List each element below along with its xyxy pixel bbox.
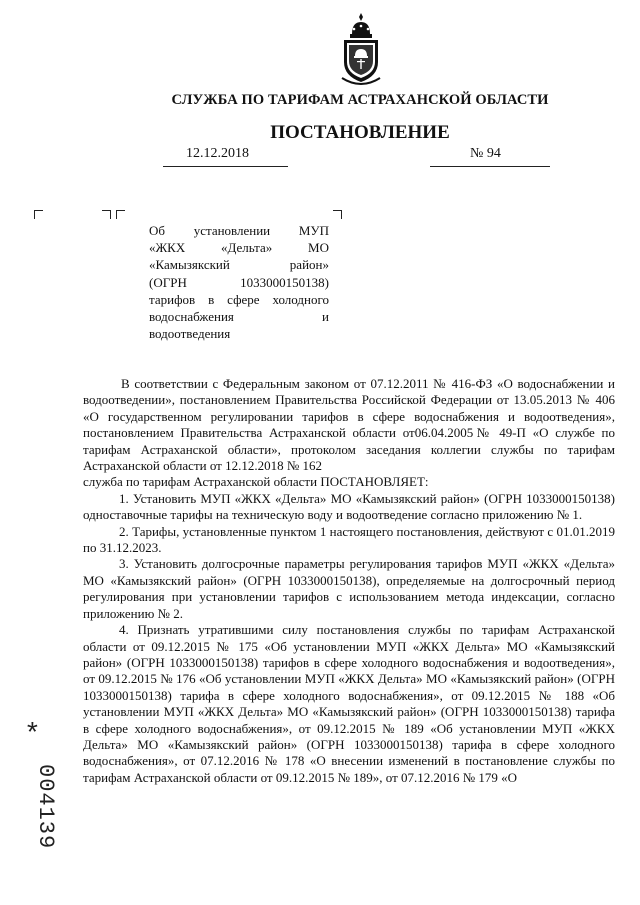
corner-bracket: [116, 210, 125, 219]
resolution-item-2: 2. Тарифы, установленные пунктом 1 настоящего постановления, действуют с 01.01.2019 по 31.12.2023.: [83, 523, 615, 556]
corner-bracket: [102, 210, 111, 219]
stamp-code: 004139: [33, 764, 58, 850]
subject-line: «Камызякский район»: [149, 257, 329, 273]
resolves-line: служба по тарифам Астраханской области ПОСТАНОВЛЯЕТ:: [83, 474, 429, 490]
document-date: 12.12.2018: [186, 146, 249, 161]
subject-line: (ОГРН 1033000150138): [149, 274, 329, 290]
subject-line: водоснабжения и: [149, 309, 329, 325]
resolution-item-3: 3. Установить долгосрочные параметры регулирования тарифов МУП «ЖКХ «Дельта» МО «Камызякский район» (ОГРН 1033000150138), определяемые на долгосрочный период регулирования при установлении тарифов с использованием метода индексации, согласно приложению № 2.: [83, 556, 615, 621]
preamble-paragraph: В соответствии с Федеральным законом от 07.12.2011 № 416-ФЗ «О водоснабжении и водоотведении», постановлением Правительства Российской Федерации от 13.05.2013 № 406 «О государственном регулировании тарифов в сфере водоснабжения и водоотведения», постановлением Правительства Астраханской области от06.04.2005№ 49-П «О службе по тарифам Астраханской области», протоколом заседания коллегии службы по тарифам Астраханской области от 12.12.2018 № 162: [83, 376, 615, 474]
stamp-star: *: [24, 720, 41, 751]
corner-bracket: [333, 210, 342, 219]
number-underline: [430, 166, 550, 167]
subject-line: «ЖКХ «Дельта» МО: [149, 240, 329, 256]
document-body: [83, 376, 615, 786]
coat-of-arms-icon: [338, 12, 384, 86]
resolution-item-1: 1. Установить МУП «ЖКХ «Дельта» МО «Камызякский район» (ОГРН 1033000150138) одноставочные тарифы на техническую воду и водоотведение согласно приложению № 1.: [83, 490, 615, 523]
subject-line: Об установлении МУП: [149, 223, 329, 238]
resolution-item-4: 4. Признать утратившими силу постановления службы по тарифам Астраханской области от 09.12.2015 № 175 «Об установлении МУП «ЖКХ Дельта» МО «Камызякский район» (ОГРН 1033000150138) тарифов в сфере холодного водоснабжения и водоотведения», от 09.12.2015 № 176 «Об установлении МУП «ЖКХ Дельта» МО «Камызякский район» (ОГРН 1033000150138) тарифа в сфере холодного водоснабжения», от 09.12.2015 № 188 «Об установлении МУП «ЖКХ Дельта» МО «Камызякский район» (ОГРН 1033000150138) тарифа в сфере холодного водоснабжения», от 09.12.2015 № 189 «Об установлении МУП «ЖКХ Дельта» МО «Камызякский район» (ОГРН 1033000150138) тарифа в сфере холодного водоснабжения», от 07.12.2016 № 178 «О внесении изменений в постановление службы по тарифам Астраханской области от 09.12.2015 № 189», от 07.12.2016 № 179 «О: [83, 622, 615, 785]
document-type-title: ПОСТАНОВЛЕНИЕ: [270, 122, 450, 143]
date-underline: [163, 166, 288, 167]
document-subject: [149, 222, 329, 342]
organization-title: СЛУЖБА ПО ТАРИФАМ АСТРАХАНСКОЙ ОБЛАСТИ: [171, 92, 549, 108]
subject-line: водоотведения: [149, 326, 231, 342]
subject-line: тарифов в сфере холодного: [149, 291, 329, 307]
document-number: № 94: [470, 146, 501, 161]
corner-bracket: [34, 210, 43, 219]
registration-stamp: [22, 720, 58, 872]
